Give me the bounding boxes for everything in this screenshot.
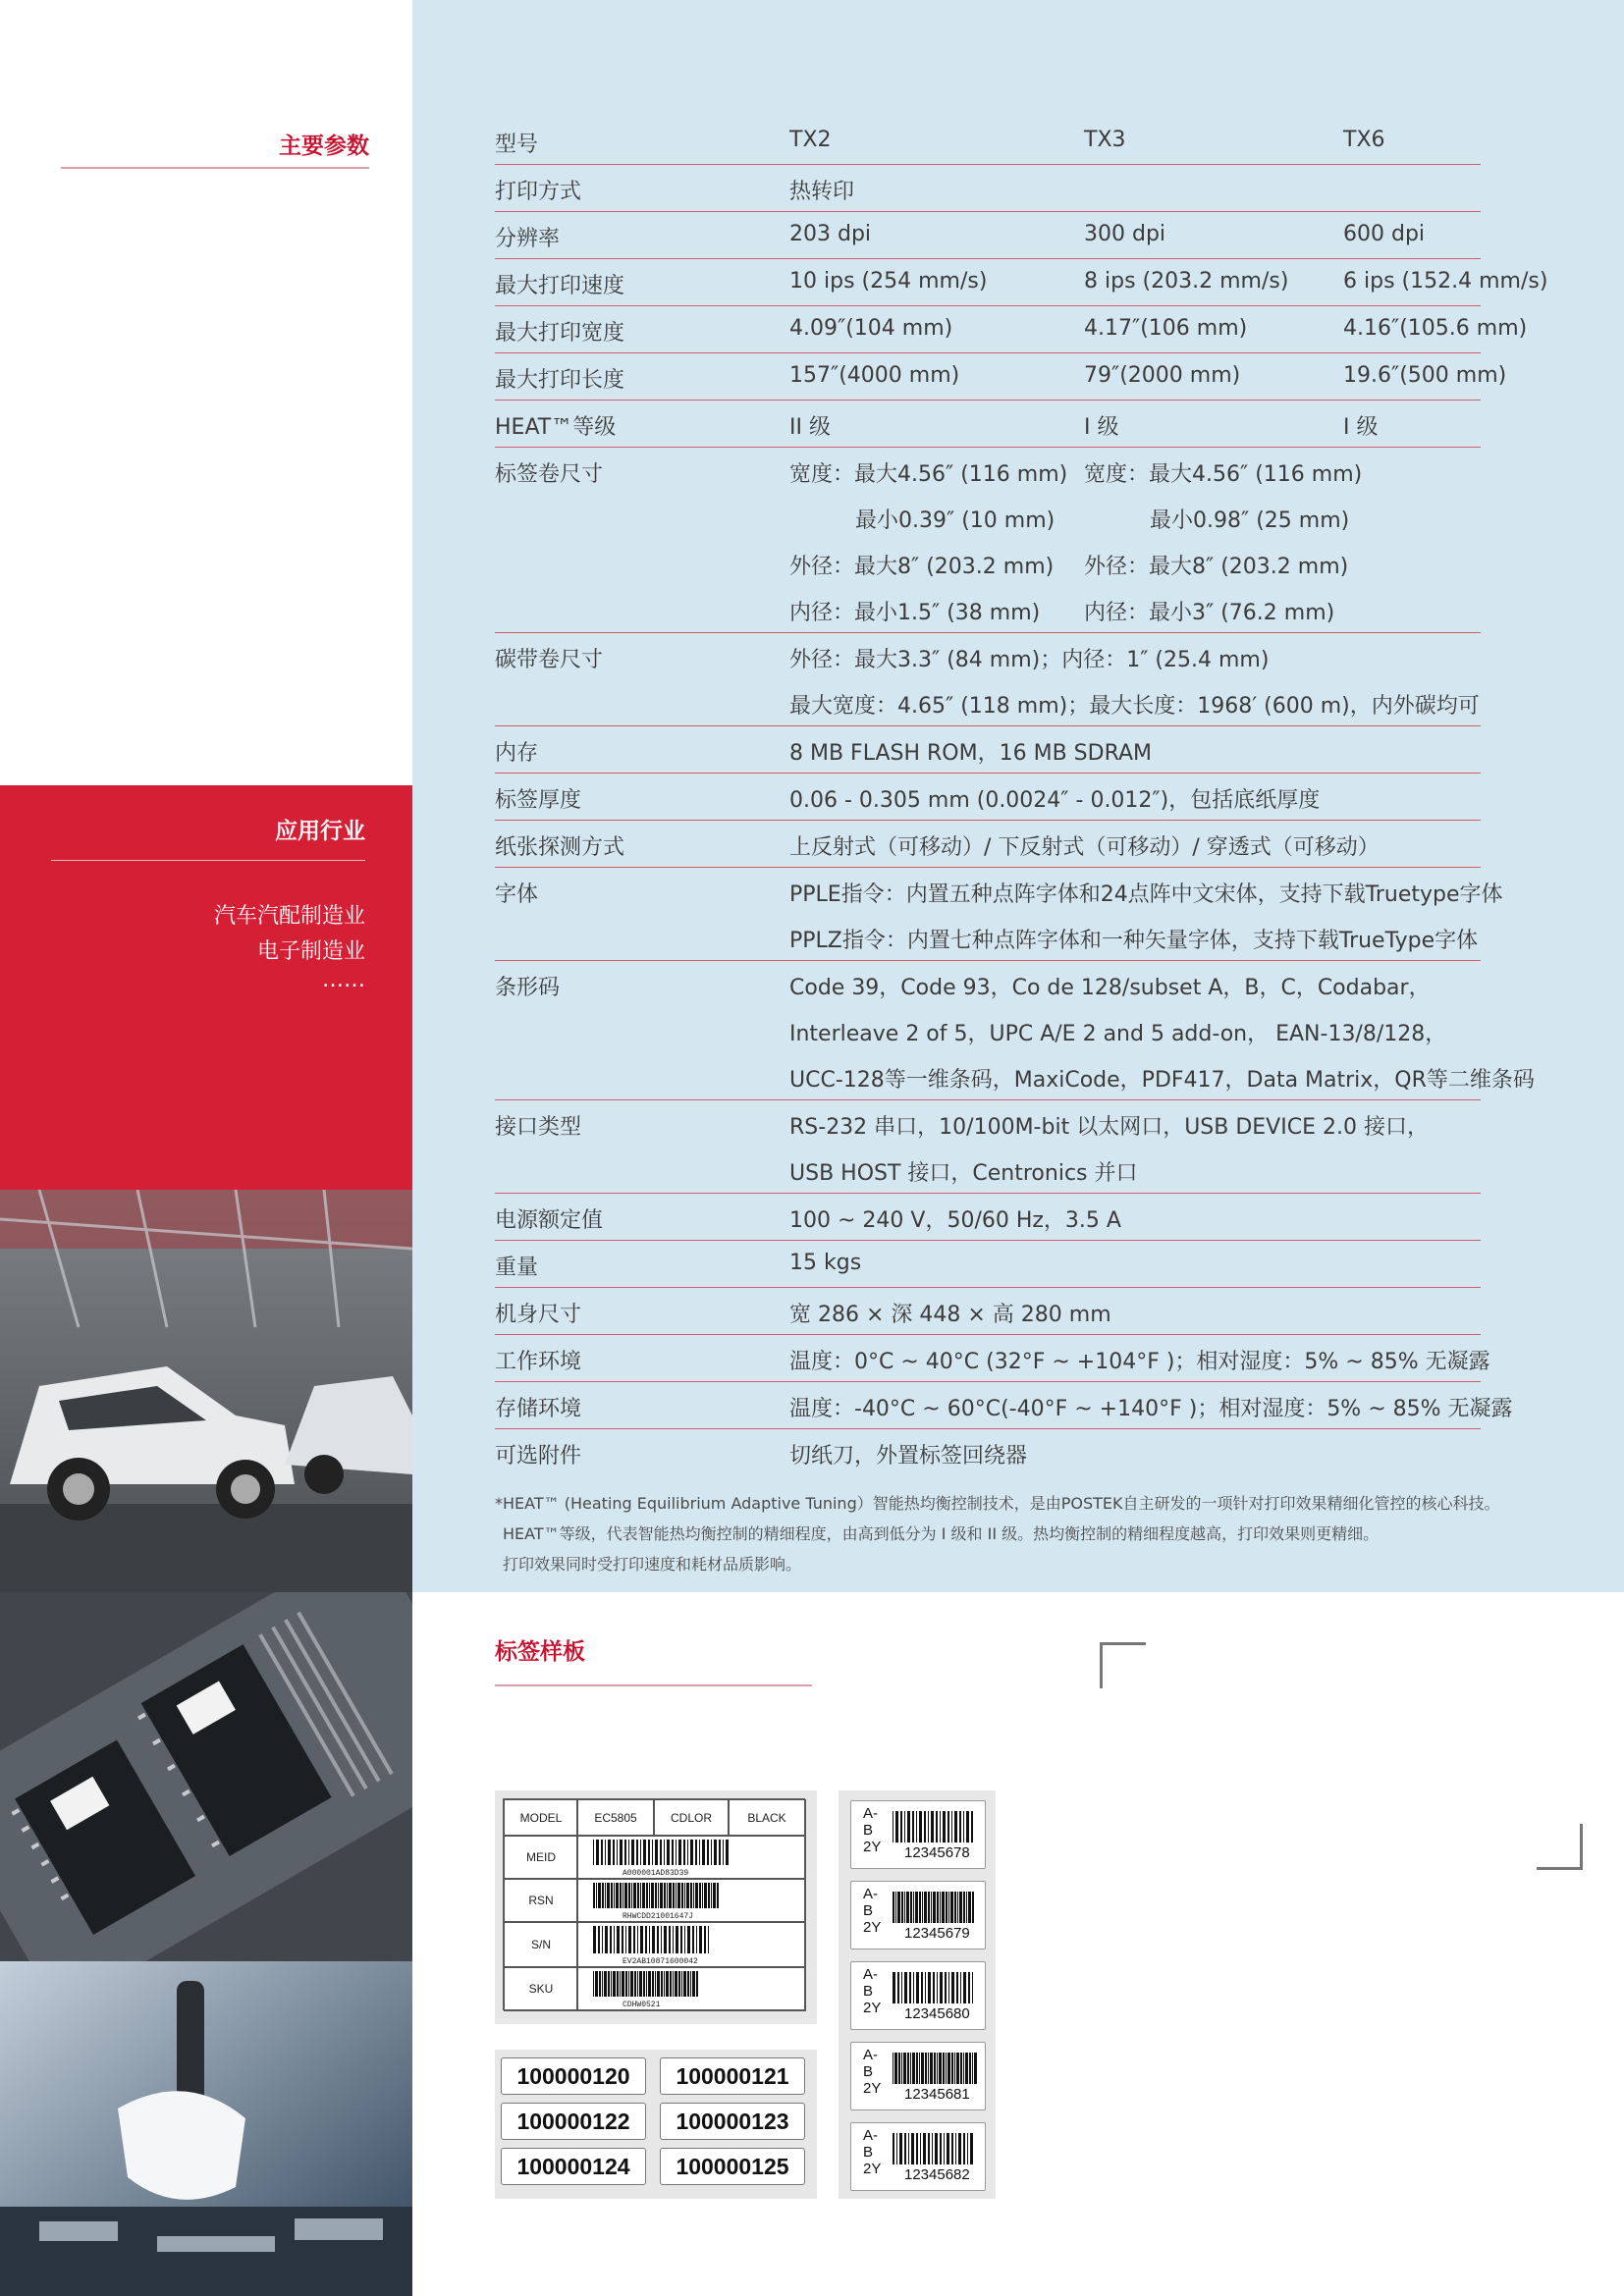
spec-table: [495, 118, 1548, 1475]
spec-key: 接口类型: [495, 1115, 582, 1140]
ab-label-number: 12345680: [904, 2005, 970, 2022]
spec-key: 打印方式: [495, 180, 582, 204]
number-label: 100000124: [501, 2148, 646, 2185]
spec-line: [495, 1335, 1490, 1381]
spec-line: [495, 774, 1481, 820]
spec-line: [495, 679, 1481, 725]
spec-row: [495, 821, 1481, 868]
spec-value: 4.17″(106 mm): [1084, 316, 1248, 341]
ab-label-number: 12345681: [904, 2086, 970, 2103]
number-label: 100000120: [501, 2057, 646, 2095]
spec-line: [495, 353, 1507, 400]
spec-row: [495, 212, 1481, 259]
barcode-graphic: [593, 1883, 721, 1908]
spec-line: [495, 1147, 1481, 1193]
spec-line: [495, 1429, 1481, 1475]
grid-row-barcode: [576, 1878, 806, 1923]
spec-line: [495, 400, 1481, 447]
barcode-graphic: [893, 1811, 977, 1842]
barcode-caption: RHWCDD21001647J: [623, 1912, 694, 1921]
spec-value: 外径：最大8″ (203.2 mm): [789, 555, 1055, 579]
spec-value: TX3: [1084, 128, 1126, 152]
application-panel: [0, 785, 412, 1190]
spec-value: 4.09″(104 mm): [789, 316, 953, 341]
spec-value: 600 dpi: [1343, 222, 1426, 246]
left-column: [0, 0, 412, 2296]
spec-line: [495, 1288, 1481, 1334]
barcode-graphic: [593, 1926, 711, 1953]
spec-value: USB HOST 接口，Centronics 并口: [789, 1161, 1138, 1186]
grid-label-sheet: [503, 1798, 805, 2010]
barcode-graphic: [893, 2133, 977, 2164]
spec-key: 内存: [495, 741, 539, 766]
application-item: ……: [322, 968, 365, 992]
ab-label-number: 12345679: [904, 1925, 970, 1942]
spec-key: 电源额定值: [495, 1208, 604, 1233]
grid-header-cell: EC5805: [576, 1799, 655, 1837]
spec-row: [495, 165, 1481, 212]
spec-value: 8 MB FLASH ROM，16 MB SDRAM: [789, 741, 1152, 766]
spec-row: [495, 774, 1481, 821]
spec-key: 最大打印宽度: [495, 321, 625, 346]
spec-line: [495, 212, 1481, 258]
spec-value: I 级: [1343, 415, 1379, 440]
spec-line: [495, 914, 1481, 960]
application-item: 汽车汽配制造业: [213, 904, 365, 929]
number-label: 100000125: [660, 2148, 805, 2185]
car-factory-photo: [0, 1190, 412, 1592]
ab-label-text: A- B 2Y: [863, 1805, 882, 1855]
label-samples-title: 标签样板: [495, 1639, 585, 1665]
ab-label: [850, 2122, 986, 2191]
spec-row: [495, 448, 1481, 633]
spec-value: 8 ips (203.2 mm/s): [1084, 269, 1289, 294]
spec-value: TX2: [789, 128, 832, 152]
spec-row: [495, 259, 1548, 306]
footnote: [495, 1488, 1575, 1579]
spec-key: 条形码: [495, 976, 561, 1000]
spec-value: RS-232 串口，10/100M-bit 以太网口，USB DEVICE 2.0 接口，: [789, 1115, 1429, 1140]
spec-line: [495, 540, 1481, 586]
grid-label-sample: [495, 1790, 817, 2024]
spec-value: 最小0.98″ (25 mm): [1150, 508, 1350, 533]
barcode-graphic: [893, 2053, 977, 2084]
number-label: 100000122: [501, 2103, 646, 2140]
spec-line: [495, 1053, 1535, 1099]
spec-line: [495, 165, 1481, 211]
spec-row: [495, 1288, 1481, 1335]
spec-row: [495, 306, 1528, 353]
spec-row: [495, 1335, 1490, 1382]
number-label: 100000123: [660, 2103, 805, 2140]
spec-line: [495, 726, 1481, 773]
grid-header-cell: MODEL: [504, 1799, 578, 1837]
spec-value: 外径：最大8″ (203.2 mm): [1084, 555, 1349, 579]
spec-value: 热转印: [789, 180, 855, 204]
spec-key: 型号: [495, 133, 539, 157]
spec-row: [495, 400, 1481, 448]
spec-value: 4.16″(105.6 mm): [1343, 316, 1528, 341]
grid-row-key: SKU: [504, 1966, 578, 2011]
spec-row: [495, 633, 1481, 726]
spec-line: [495, 586, 1481, 632]
spec-row: [495, 1194, 1481, 1241]
spec-value: 79″(2000 mm): [1084, 363, 1241, 388]
spec-line: [495, 259, 1548, 305]
spec-value: 外径：最大3.3″ (84 mm)；内径：1″ (25.4 mm): [789, 648, 1270, 672]
ab-label-text: A- B 2Y: [863, 2047, 882, 2097]
spec-row: [495, 726, 1481, 774]
spec-value: TX6: [1343, 128, 1385, 152]
spec-key: 重量: [495, 1255, 539, 1280]
ab-label: [850, 1881, 986, 1949]
spec-key: 可选附件: [495, 1444, 582, 1468]
spec-key: 标签厚度: [495, 788, 582, 813]
spec-value: 内径：最小1.5″ (38 mm): [789, 601, 1041, 625]
application-title: 应用行业: [275, 819, 365, 844]
spec-value: 最小0.39″ (10 mm): [855, 508, 1056, 533]
spec-value: 15 kgs: [789, 1251, 862, 1275]
spec-key: 标签卷尺寸: [495, 462, 604, 487]
main-params-rule: [61, 167, 369, 169]
grid-row-barcode: [576, 1966, 806, 2011]
ab-label: [850, 1800, 986, 1869]
spec-value: UCC-128等一维条码，MaxiCode，PDF417，Data Matrix，QR等二维条码: [789, 1068, 1535, 1093]
spec-value: 宽度：最大4.56″ (116 mm): [789, 462, 1068, 487]
spec-line: [495, 868, 1503, 914]
spec-key: 最大打印长度: [495, 368, 625, 393]
spec-line: [495, 961, 1481, 1007]
ab-label-number: 12345678: [904, 1844, 970, 1861]
footnote-line: *HEAT™ (Heating Equilibrium Adaptive Tuning）智能热均衡控制技术，是由POSTEK自主研发的一项针对打印效果精细化管控的核心科技。: [495, 1494, 1500, 1513]
spec-line: [495, 1241, 1481, 1287]
main-params-title: 主要参数: [279, 133, 369, 159]
spec-panel: [412, 0, 1624, 1592]
spec-line: [495, 821, 1481, 867]
corner-mark-bottom-right: [1537, 1824, 1583, 1870]
grid-row-key: MEID: [504, 1835, 578, 1880]
spec-row: [495, 353, 1507, 400]
barcode-graphic: [593, 1971, 701, 1997]
barcode-graphic: [893, 1892, 977, 1923]
ab-label-text: A- B 2Y: [863, 1966, 882, 2016]
number-label: 100000121: [660, 2057, 805, 2095]
spec-value: 内径：最小3″ (76.2 mm): [1084, 601, 1335, 625]
barcode-caption: A000001AD83D39: [623, 1869, 689, 1878]
corner-mark-top-left: [1100, 1642, 1146, 1688]
spec-value: 157″(4000 mm): [789, 363, 960, 388]
barcode-graphic: [593, 1840, 731, 1865]
spec-value: 最大宽度：4.65″ (118 mm)；最大长度：1968′ (600 m)，内外碳均可: [789, 694, 1480, 719]
grid-header-cell: CDLOR: [653, 1799, 730, 1837]
spec-key: 纸张探测方式: [495, 835, 625, 860]
spec-key: 字体: [495, 882, 539, 907]
footnote-line: HEAT™等级，代表智能热均衡控制的精细程度，由高到低分为 I 级和 II 级。热均衡控制的精细程度越高，打印效果则更精细。: [503, 1524, 1380, 1543]
barcode-graphic: [893, 1972, 977, 2003]
spec-row: [495, 1241, 1481, 1288]
spec-value: 100 ~ 240 V，50/60 Hz，3.5 A: [789, 1208, 1121, 1233]
spec-value: 300 dpi: [1084, 222, 1166, 246]
spec-value: 宽 286 × 深 448 × 高 280 mm: [789, 1303, 1111, 1327]
spec-line: [495, 306, 1528, 352]
spec-value: 6 ips (152.4 mm/s): [1343, 269, 1548, 294]
spec-key: 工作环境: [495, 1350, 582, 1374]
spec-line: [495, 494, 1481, 540]
spec-value: PPLZ指令：内置七种点阵字体和一种矢量字体，支持下载TrueType字体: [789, 929, 1479, 953]
spec-key: 机身尺寸: [495, 1303, 582, 1327]
spec-value: 10 ips (254 mm/s): [789, 269, 988, 294]
spec-line: [495, 118, 1481, 164]
number-label-sample: [495, 2050, 817, 2199]
ab-label-text: A- B 2Y: [863, 1886, 882, 1936]
grid-row-key: RSN: [504, 1878, 578, 1923]
ab-label: [850, 2042, 986, 2110]
spec-row: [495, 118, 1481, 165]
spec-value: 温度：-40°C ~ 60°C(-40°F ~ +140°F )；相对湿度：5% ~ 85% 无凝露: [789, 1397, 1513, 1421]
barcode-caption: CDHW0521: [623, 2001, 661, 2009]
spec-value: 温度：0°C ~ 40°C (32°F ~ +104°F )；相对湿度：5% ~ 85% 无凝露: [789, 1350, 1490, 1374]
workshop-photo: [0, 1961, 412, 2296]
spec-row: [495, 1100, 1481, 1194]
spec-key: 存储环境: [495, 1397, 582, 1421]
ab-label-number: 12345682: [904, 2166, 970, 2183]
spec-value: 宽度：最大4.56″ (116 mm): [1084, 462, 1363, 487]
barcode-caption: EV2AB10871600042: [623, 1957, 698, 1966]
spec-row: [495, 1382, 1513, 1429]
spec-line: [495, 633, 1481, 679]
grid-row-barcode: [576, 1835, 806, 1880]
spec-value: Interleave 2 of 5，UPC A/E 2 and 5 add-on， EAN-13/8/128，: [789, 1022, 1447, 1046]
spec-key: 最大打印速度: [495, 274, 625, 298]
spec-line: [495, 1100, 1481, 1147]
spec-value: I 级: [1084, 415, 1119, 440]
spec-key: 碳带卷尺寸: [495, 648, 604, 672]
ab-label: [850, 1961, 986, 2030]
spec-value: II 级: [789, 415, 831, 440]
spec-key: 分辨率: [495, 227, 561, 251]
spec-line: [495, 1007, 1481, 1053]
application-rule: [51, 860, 365, 861]
application-item: 电子制造业: [256, 939, 365, 964]
spec-row: [495, 961, 1535, 1100]
spec-value: Code 39，Code 93，Co de 128/subset A，B，C，Codabar，: [789, 976, 1431, 1000]
spec-value: PPLE指令：内置五种点阵字体和24点阵中文宋体，支持下载Truetype字体: [789, 882, 1503, 907]
grid-row-barcode: [576, 1921, 806, 1968]
spec-line: [495, 448, 1481, 494]
circuit-board-photo: [0, 1592, 412, 1961]
label-samples-rule: [495, 1684, 812, 1686]
spec-value: 上反射式（可移动）/ 下反射式（可移动）/ 穿透式（可移动）: [789, 835, 1380, 860]
spec-value: 19.6″(500 mm): [1343, 363, 1507, 388]
footnote-line: 打印效果同时受打印速度和耗材品质影响。: [503, 1555, 802, 1574]
spec-key: HEAT™等级: [495, 415, 617, 440]
spec-row: [495, 1429, 1481, 1475]
spec-line: [495, 1194, 1481, 1240]
grid-header-cell: BLACK: [728, 1799, 806, 1837]
spec-line: [495, 1382, 1513, 1428]
grid-row-key: S/N: [504, 1921, 578, 1968]
spec-value: 0.06 - 0.305 mm (0.0024″ - 0.012″)，包括底纸厚度: [789, 788, 1321, 813]
spec-value: 切纸刀，外置标签回绕器: [789, 1444, 1028, 1468]
spec-value: 203 dpi: [789, 222, 872, 246]
spec-row: [495, 868, 1503, 961]
ab-label-text: A- B 2Y: [863, 2127, 882, 2177]
